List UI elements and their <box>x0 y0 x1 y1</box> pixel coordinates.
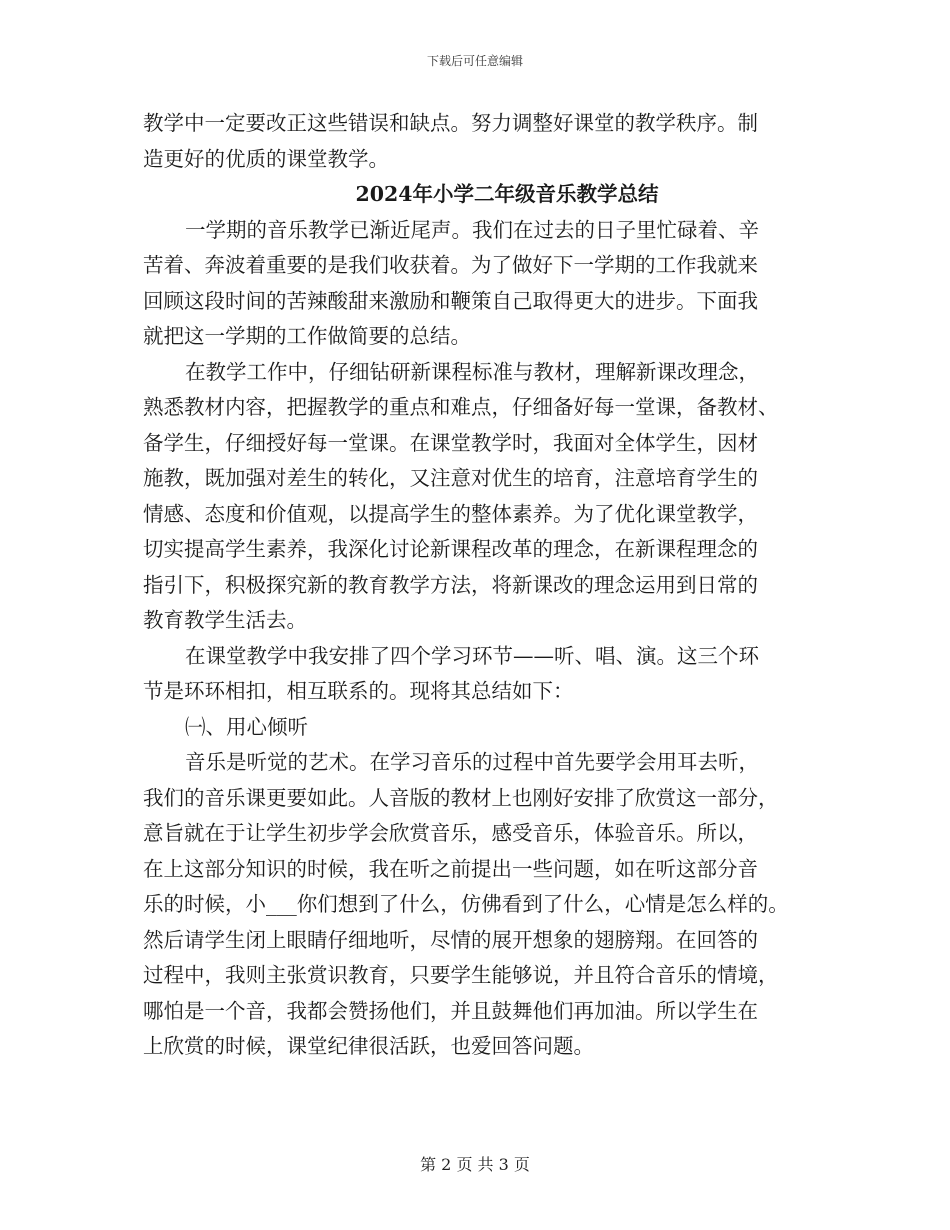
text-line: 备学生，仔细授好每一堂课。在课堂教学时，我面对全体学生，因材 <box>143 430 758 455</box>
text-line: 上欣赏的时候，课堂纪律很活跃，也爱回答问题。 <box>143 1034 594 1058</box>
text-line: 然后请学生闭上眼睛仔细地听，尽情的展开想象的翅膀翔。在回答的 <box>143 927 758 952</box>
text-line: 造更好的优质的课堂教学。 <box>143 146 389 171</box>
text-line: 过程中，我则主张赏识教育，只要学生能够说，并且符合音乐的情境， <box>143 963 779 987</box>
text-line: 教学中一定要改正这些错误和缺点。努力调整好课堂的教学秩序。制 <box>143 111 758 135</box>
text-line: 切实提高学生素养，我深化讨论新课程改革的理念，在新课程理念的 <box>143 537 758 561</box>
text-line: 施教，既加强对差生的转化，又注意对优生的培育，注意培育学生的 <box>143 466 758 490</box>
text-line: 哪怕是一个音，我都会赞扬他们，并且鼓舞他们再加油。所以学生在 <box>143 998 758 1023</box>
text-line: 音乐是听觉的艺术。在学习音乐的过程中首先要学会用耳去听， <box>185 750 759 774</box>
text-line: 意旨就在于让学生初步学会欣赏音乐，感受音乐，体验音乐。所以， <box>143 821 758 845</box>
text-line: 情感、态度和价值观，以提高学生的整体素养。为了优化课堂教学， <box>143 501 758 526</box>
text-line: 熟悉教材内容，把握教学的重点和难点，仔细备好每一堂课，备教材、 <box>143 395 779 419</box>
document-body <box>143 106 815 1065</box>
text-line: ㈠、用心倾听 <box>185 714 308 739</box>
text-line: 教育教学生活去。 <box>143 608 307 632</box>
text-line: 苦着、奔波着重要的是我们收获着。为了做好下一学期的工作我就来 <box>143 253 758 277</box>
text-line: 我们的音乐课更要如此。人音版的教材上也刚好安排了欣赏这一部分， <box>143 785 779 810</box>
text-line: 在教学工作中，仔细钻研新课程标准与教材，理解新课改理念， <box>185 359 759 384</box>
text-line: 节是环环相扣，相互联系的。现将其总结如下： <box>143 679 574 703</box>
text-line: 回顾这段时间的苦辣酸甜来激励和鞭策自己取得更大的进步。下面我 <box>143 288 758 313</box>
section-title: 2024年小学二年级音乐教学总结 <box>355 182 659 206</box>
text-line: 一学期的音乐教学已渐近尾声。我们在过去的日子里忙碌着、辛 <box>185 217 759 242</box>
page-footer: 第 2 页 共 3 页 <box>420 1155 530 1174</box>
text-line: 就把这一学期的工作做简要的总结。 <box>143 324 471 348</box>
text-line: 乐的时候，小___你们想到了什么，仿佛看到了什么，心情是怎么样的。 <box>143 892 789 916</box>
text-line: 指引下，积极探究新的教育教学方法，将新课改的理念运用到日常的 <box>143 572 758 597</box>
text-line: 在课堂教学中我安排了四个学习环节——听、唱、演。这三个环 <box>185 643 759 668</box>
page-header: 下载后可任意编辑 <box>426 54 523 68</box>
text-line: 在上这部分知识的时候，我在听之前提出一些问题，如在听这部分音 <box>143 856 758 881</box>
